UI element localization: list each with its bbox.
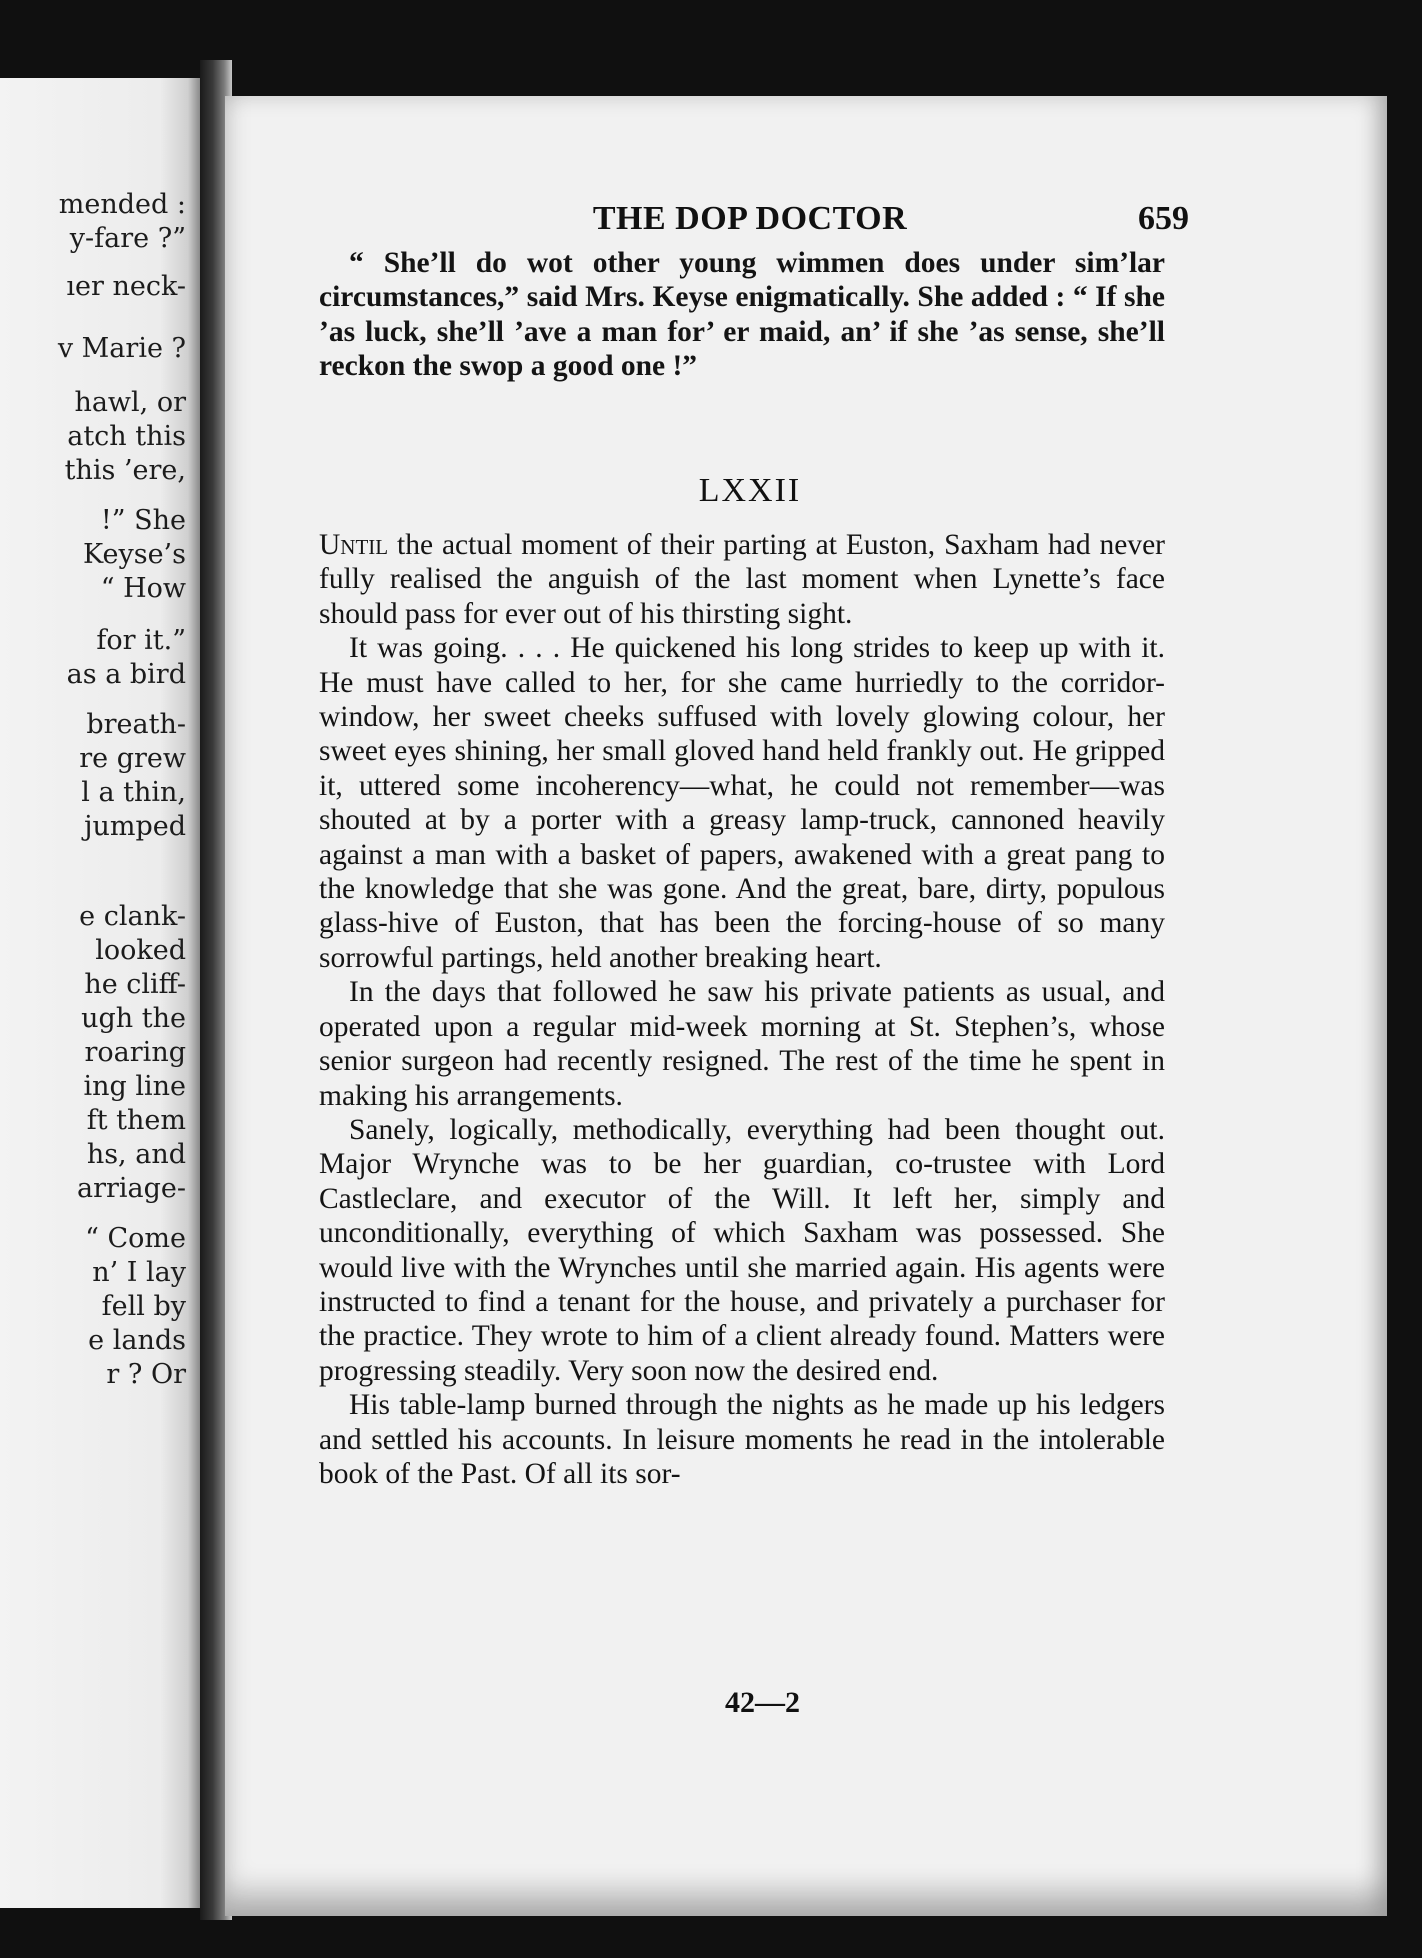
- facing-page-line: roaring: [84, 1037, 186, 1068]
- facing-page-line: hawl, or: [74, 387, 186, 418]
- facing-page-line: mended :: [58, 189, 186, 220]
- facing-page-line: re grew: [79, 743, 186, 774]
- paragraph-5: His table-lamp burned through the nights as he made up his ledgers and settled his accounts. In leisure moments he read in the intolerable book of the Past. Of all its sor-: [319, 1389, 1165, 1490]
- facing-page-line: as a bird: [66, 659, 186, 690]
- book-page: [225, 96, 1387, 1916]
- running-title: THE DOP DOCTOR: [592, 200, 908, 237]
- facing-page-line: ıer neck-: [66, 271, 186, 302]
- chapter-heading: LXXII: [698, 472, 802, 509]
- facing-page-line: l a thin,: [81, 777, 186, 808]
- facing-page-line: y-fare ?”: [69, 223, 186, 254]
- facing-page-line: he cliff-: [84, 969, 186, 1000]
- chapter-first-word: Until: [319, 529, 389, 561]
- facing-page-line: this ’ere,: [64, 455, 186, 486]
- paragraph-1-text: the actual moment of their parting at Euston, Saxham had never fully realised the anguish of the last moment when Lynette’s face should pass for ever out of his thirsting sight.: [319, 529, 1165, 630]
- facing-page-line: hs, and: [86, 1139, 186, 1170]
- signature-mark: 42—2: [725, 1686, 800, 1719]
- facing-page-line: for it.”: [96, 625, 186, 656]
- paragraph-1: [319, 528, 1165, 631]
- paragraph-4: Sanely, logically, methodically, everything had been thought out. Major Wrynche was to be her guardian, co-trustee with Lord Castleclare, and executor of the Will. It left her, simply and unconditionally, everything of which Saxham was possessed. She would live with the Wrynches until she married again. His agents were instructed to find a tenant for the house, and privately a purchaser for the practice. They wrote to him of a client already found. Matters were progressing steadily. Very soon now the desired end.: [319, 1113, 1165, 1387]
- facing-page-line: !” She: [100, 505, 186, 536]
- facing-page-line: atch this: [67, 421, 186, 452]
- facing-page-line: arriage-: [76, 1173, 186, 1204]
- page-number: 659: [1138, 200, 1189, 237]
- paragraph-3: In the days that followed he saw his private patients as usual, and operated upon a regular mid-week morning at St. Stephen’s, whose senior surgeon had recently resigned. The rest of the time he spent in making his arrangements.: [319, 976, 1165, 1112]
- facing-page-line: n’ I lay: [92, 1257, 186, 1288]
- page-header: [315, 200, 1189, 240]
- facing-page-line: ugh the: [81, 1003, 186, 1034]
- opening-paragraph: “ She’ll do wot other young wimmen does under sim’lar circumstances,” said Mrs. Keyse enigmatically. She added : “ If she ’as luck, she’ll ’ave a man for’ er maid, an’ if she ’as sense, she’ll reckon the swop a good one !”: [319, 247, 1165, 383]
- paragraph-2: It was going. . . . He quickened his long strides to keep up with it. He must have called to her, for she came hurriedly to the corridor-window, her sweet cheeks suffused with lovely glowing colour, her sweet eyes shining, her small gloved hand held frankly out. He gripped it, uttered some incoherency—what, he could not remember—was shouted at by a porter with a greasy lamp-truck, cannoned heavily against a man with a basket of papers, awakened with a great pang to the knowledge that she was gone. And the great, bare, dirty, populous glass-hive of Euston, that has been the forcing-house of so many sorrowful partings, held another breaking heart.: [319, 632, 1165, 974]
- facing-page-line: looked: [95, 935, 186, 966]
- opening-paragraph-block: [319, 246, 1165, 384]
- facing-page: [0, 78, 200, 1908]
- facing-page-line: breath-: [86, 709, 186, 740]
- facing-page-line: Keyse’s: [83, 539, 186, 570]
- chapter-body: [319, 528, 1165, 1491]
- facing-page-line: ft them: [86, 1105, 186, 1136]
- facing-page-line: “ How: [100, 573, 186, 604]
- facing-page-line: jumped: [84, 811, 186, 842]
- facing-page-line: v Marie ?: [57, 333, 186, 364]
- facing-page-line: fell by: [101, 1291, 186, 1322]
- facing-page-line: e clank-: [79, 901, 186, 932]
- facing-page-line: “ Come: [85, 1223, 186, 1254]
- facing-page-line: ing line: [83, 1071, 186, 1102]
- facing-page-line: r ? Or: [106, 1359, 186, 1390]
- facing-page-line: e lands: [88, 1325, 186, 1356]
